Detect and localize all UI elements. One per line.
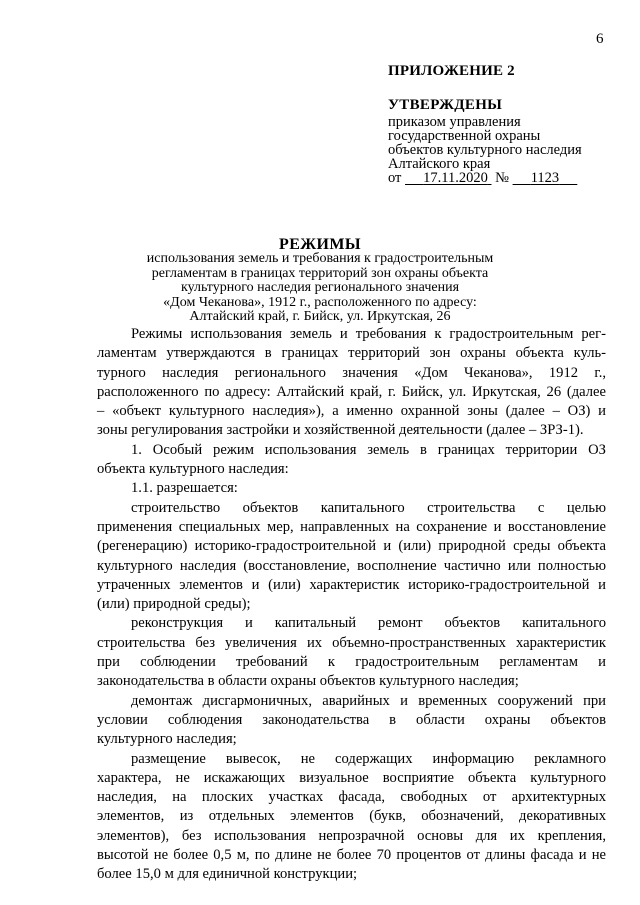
subtitle-line: «Дом Чеканова», 1912 г., расположенного по адресу: <box>163 294 477 310</box>
list-item: строительство объектов капитального строительства с целью применения специальных мер, направленных на сохранение и восстановление (регенерацию) историко-градостроительной и (или) природной среды объекта культурного наследия (восстановление, восполнение частично или полностью утраченных элементов и (или) характеристик историко-градостроительной и (или) природной среды); <box>97 499 606 613</box>
intro-paragraph: Режимы использования земель и требования к градостроительным рег- ламентам утверждаются в границах территорий зон охраны объекта куль- турного наследия регионального значения «Дом Чеканова», 1912 г., расположенного по адресу: Алтайский край, г. Бийск, ул. Иркутская, 26 (далее – «объект культурного наследия»), а именно охранной зоны (далее – ОЗ) и зоны регулирования застройки и хозяйственной деятельности (далее – ЗРЗ-1). <box>97 326 606 439</box>
approval-date-line <box>388 171 582 185</box>
section-1-1: 1.1. разрешается: <box>131 480 238 497</box>
list-item: реконструкция и капитальный ремонт объектов капитального строительства без увеличения их объемно-пространственных характеристик при соблюдении требований к градостроительным регламентам и законодательства в области охраны объектов культурного наследия; <box>97 615 606 690</box>
approval-line: Алтайского края <box>388 156 491 172</box>
document-title: РЕЖИМЫ <box>279 236 361 253</box>
approval-line: объектов культурного наследия <box>388 142 582 158</box>
order-number: 1123 <box>530 170 560 186</box>
approval-line: государственной охраны <box>388 128 541 144</box>
section-1: 1. Особый режим использования земель в границах территории ОЗ объекта культурного наследия: <box>97 441 606 478</box>
subtitle-line: регламентам в границах территорий зон охраны объекта <box>151 265 489 281</box>
appendix-label: ПРИЛОЖЕНИЕ 2 <box>388 63 515 79</box>
approved-heading: УТВЕРЖДЕНЫ <box>388 97 503 113</box>
subtitle-line: Алтайский край, г. Бийск, ул. Иркутская, 26 <box>189 309 451 324</box>
document-body <box>97 325 606 885</box>
list-item: размещение вывесок, не содержащих информацию рекламного характера, не искажающих визуальное восприятие объекта культурного наследия, на плоских участках фасада, свободных от архитектурных элементов, из отдельных элементов (букв, обозначений, декоративных элементов), без использования непрозрачной основы для их крепления, высотой не более 0,5 м, по длине не более 70 процентов от длины фасада и не более 15,0 м для единичной конструкции; <box>97 750 606 883</box>
date-prefix: от <box>388 170 402 186</box>
approval-line: приказом управления <box>388 114 521 130</box>
order-date: 17.11.2020 <box>423 170 488 186</box>
page-number: 6 <box>596 31 604 47</box>
list-item: демонтаж дисгармоничных, аварийных и временных сооружений при условии соблюдения законодательства в области охраны объектов культурного наследия; <box>97 692 606 748</box>
subtitle-line: использования земель и требования к градостроительным <box>146 251 494 266</box>
subtitle-line: культурного наследия регионального значения <box>180 280 460 295</box>
number-sign: № <box>495 170 509 186</box>
approval-block <box>388 115 582 185</box>
document-subtitle <box>0 252 640 325</box>
